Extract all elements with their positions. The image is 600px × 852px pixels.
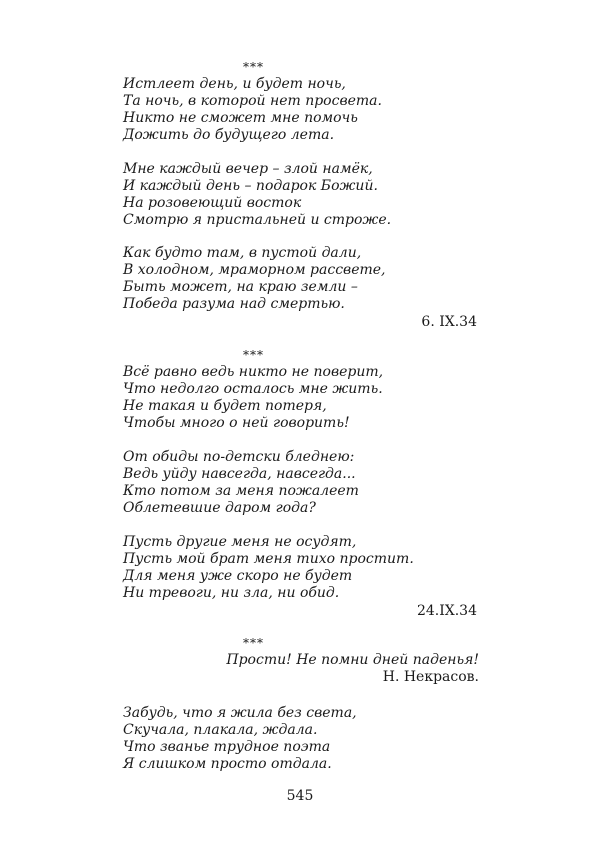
poem2-line-2: Что недолго осталось мне жить. [123, 381, 383, 397]
poem2-line-3: Не такая и будет потеря, [123, 398, 327, 414]
poem1-line-5: Мне каждый вечер – злой намёк, [123, 161, 373, 177]
poem1-line-3: Никто не сможет мне помочь [123, 110, 358, 126]
poem1-line-10: В холодном, мраморном рассвете, [123, 262, 386, 278]
poem1-line-4: Дожить до будущего лета. [123, 127, 335, 143]
poem2-line-12: Ни тревоги, ни зла, ни обид. [123, 585, 340, 601]
poem1-line-12: Победа разума над смертью. [123, 296, 345, 312]
poem3-line-3: Что званье трудное поэта [123, 739, 331, 755]
poem2-date: 24.IX.34 [416, 603, 477, 619]
poem3-line-2: Скучала, плакала, ждала. [123, 722, 318, 738]
page-number: 545 [286, 788, 314, 804]
poem1-line-7: На розовеющий восток [123, 195, 302, 211]
poem3-asterism: *** [243, 636, 264, 650]
poem2-line-4: Чтобы много о ней говорить! [123, 415, 350, 431]
poem2-line-10: Пусть мой брат меня тихо простит. [123, 551, 414, 567]
poem1-line-2: Та ночь, в которой нет просвета. [123, 93, 382, 109]
poem1-line-1: Истлеет день, и будет ночь, [123, 76, 346, 92]
poem3-line-4: Я слишком просто отдала. [123, 756, 332, 772]
poem2-line-9: Пусть другие меня не осудят, [123, 534, 357, 550]
poem2-line-11: Для меня уже скоро не будет [123, 568, 353, 584]
poem2-line-1: Всё равно ведь никто не поверит, [123, 364, 384, 380]
poem1-line-11: Быть может, на краю земли – [123, 279, 358, 295]
poem1-line-6: И каждый день – подарок Божий. [123, 178, 378, 194]
poem1-asterism: *** [243, 60, 264, 74]
poem2-asterism: *** [243, 348, 264, 362]
poem2-line-7: Кто потом за меня пожалеет [123, 483, 359, 499]
poem1-line-8: Смотрю я пристальней и строже. [123, 212, 392, 228]
poem3-line-1: Забудь, что я жила без света, [123, 705, 357, 721]
poem2-line-6: Ведь уйду навсегда, навсегда... [123, 466, 356, 482]
poem2-line-8: Облетевшие даром года? [123, 500, 316, 516]
epigraph-quote: Прости! Не помни дней паденья! [226, 652, 479, 668]
poem1-line-9: Как будто там, в пустой дали, [123, 245, 362, 261]
poem2-line-5: От обиды по-детски бледнею: [123, 449, 355, 465]
epigraph-author: Н. Некрасов. [382, 669, 479, 685]
poem1-date: 6. IX.34 [421, 314, 477, 330]
